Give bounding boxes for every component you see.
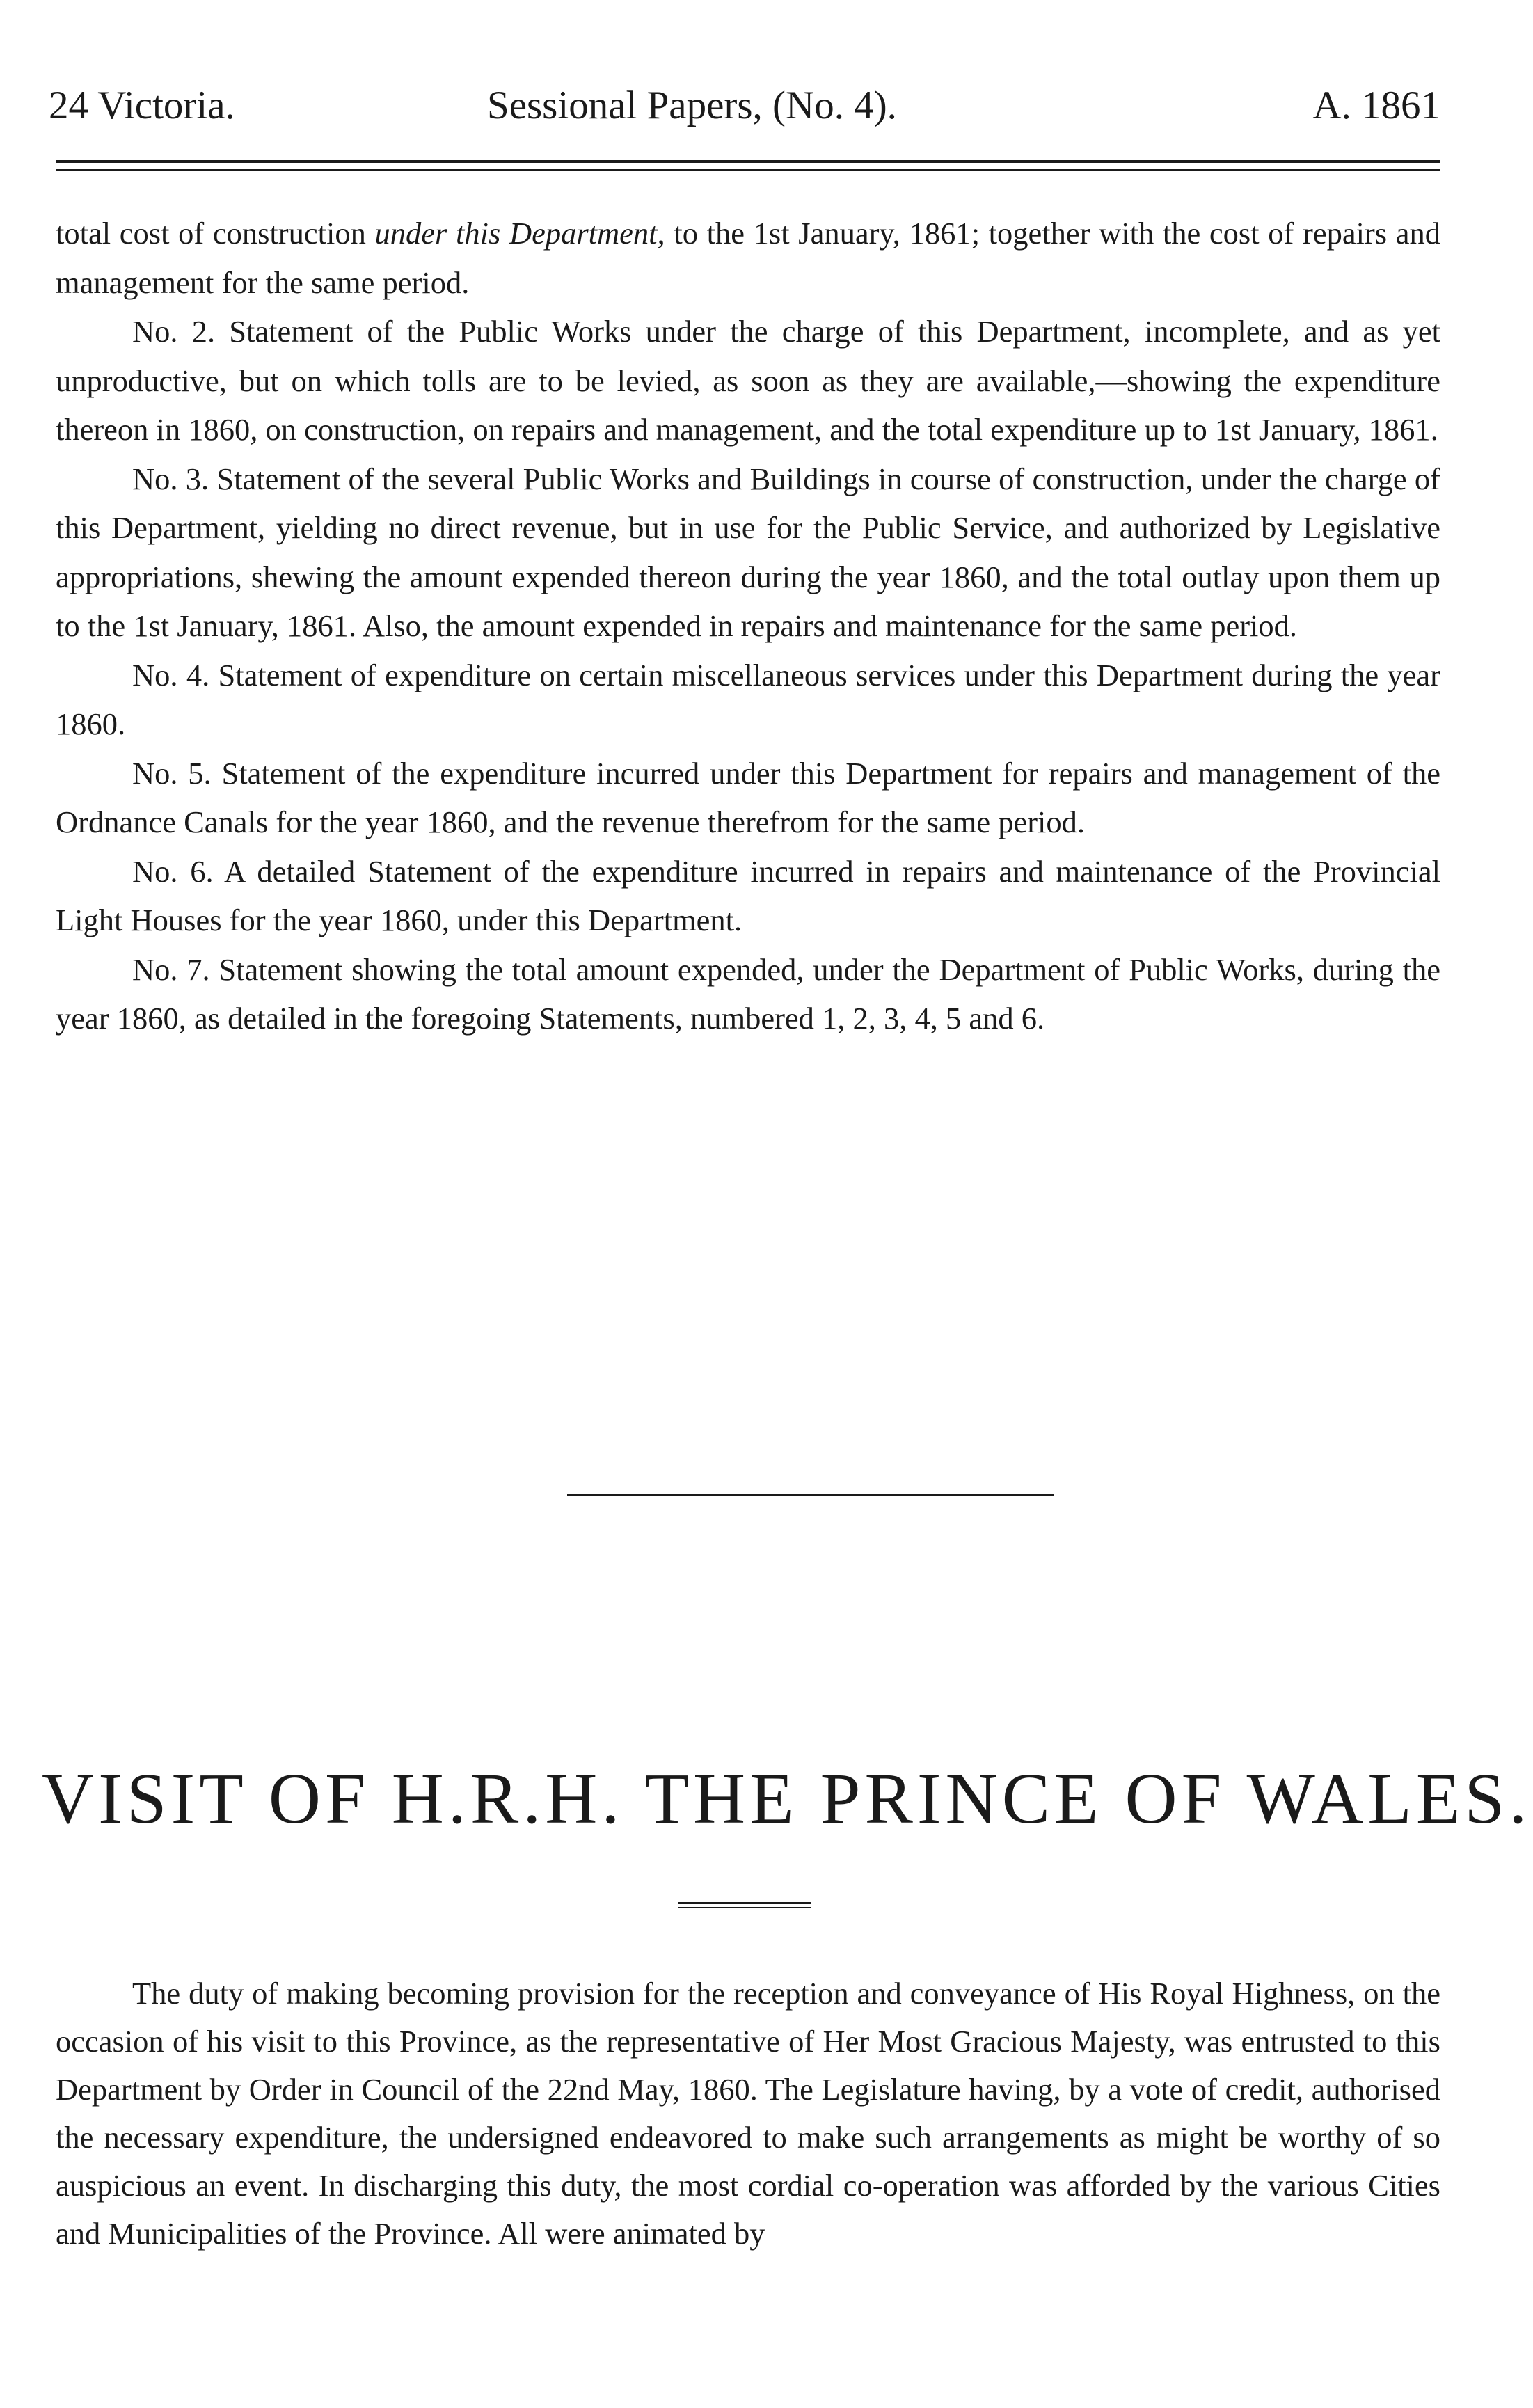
p1-italic-text: under this Department, xyxy=(374,216,665,251)
running-header xyxy=(49,78,1440,134)
section-title: VISIT OF H.R.H. THE PRINCE OF WALES. xyxy=(42,1759,1532,1839)
statement-3: No. 3. Statement of the several Public Works and Buildings in course of construction, under the charge of this Department, yielding no direct revenue, but in use for the Public Service, and authorized by Legislative appropriations, shewing the amount expended thereon during the year 1860, and the total outlay upon them up to the 1st January, 1861. Also, the amount expended in repairs and maintenance for the same period. xyxy=(56,461,1440,643)
title-underline-rule xyxy=(678,1902,811,1908)
section-separator-rule xyxy=(567,1494,1054,1496)
header-year: A. 1861 xyxy=(1312,84,1440,127)
header-double-rule xyxy=(56,160,1440,171)
header-session: 24 Victoria. xyxy=(49,84,235,127)
statement-2: No. 2. Statement of the Public Works under the charge of this Department, incomplete, and as yet unproductive, but on which tolls are to be levied, as soon as they are available,—showing the expenditure thereon in 1860, on construction, on repairs and management, and the total expenditure up to 1st January, 1861. xyxy=(56,314,1440,447)
statement-4: No. 4. Statement of expenditure on certain miscellaneous services under this Department during the year 1860. xyxy=(56,657,1440,741)
statement-7: No. 7. Statement showing the total amount expended, under the Department of Public Works, during the year 1860, as detailed in the foregoing Statements, numbered 1, 2, 3, 4, 5 and 6. xyxy=(56,951,1440,1036)
statements-list xyxy=(56,209,1440,1043)
statement-5: No. 5. Statement of the expenditure incurred under this Department for repairs and management of the Ordnance Canals for the year 1860, and the revenue therefrom for the same period. xyxy=(56,755,1440,839)
visit-paragraph: The duty of making becoming provision for the reception and conveyance of His Royal Highness, on the occasion of his visit to this Province, as the representative of Her Most Gracious Majesty, was entrusted to this Department by Order in Council of the 22nd May, 1860. The Legislature having, by a vote of credit, authorised the necessary expenditure, the undersigned endeavored to make such arrangements as might be worthy of so auspicious an event. In discharging this duty, the most cordial co-operation was afforded by the various Cities and Municipalities of the Province. All were animated by xyxy=(56,1976,1440,2251)
p1-text-b: to the 1st January, 1861; together with the cost of repairs and management for the same period. xyxy=(56,216,1440,300)
visit-body xyxy=(56,1970,1440,2258)
statement-1-continuation xyxy=(56,209,1440,307)
p1-text-a: total cost of construction xyxy=(56,216,375,251)
header-series: Sessional Papers, (No. 4). xyxy=(487,84,897,127)
statement-6: No. 6. A detailed Statement of the expenditure incurred in repairs and maintenance of the Provincial Light Houses for the year 1860, under this Department. xyxy=(56,853,1440,937)
